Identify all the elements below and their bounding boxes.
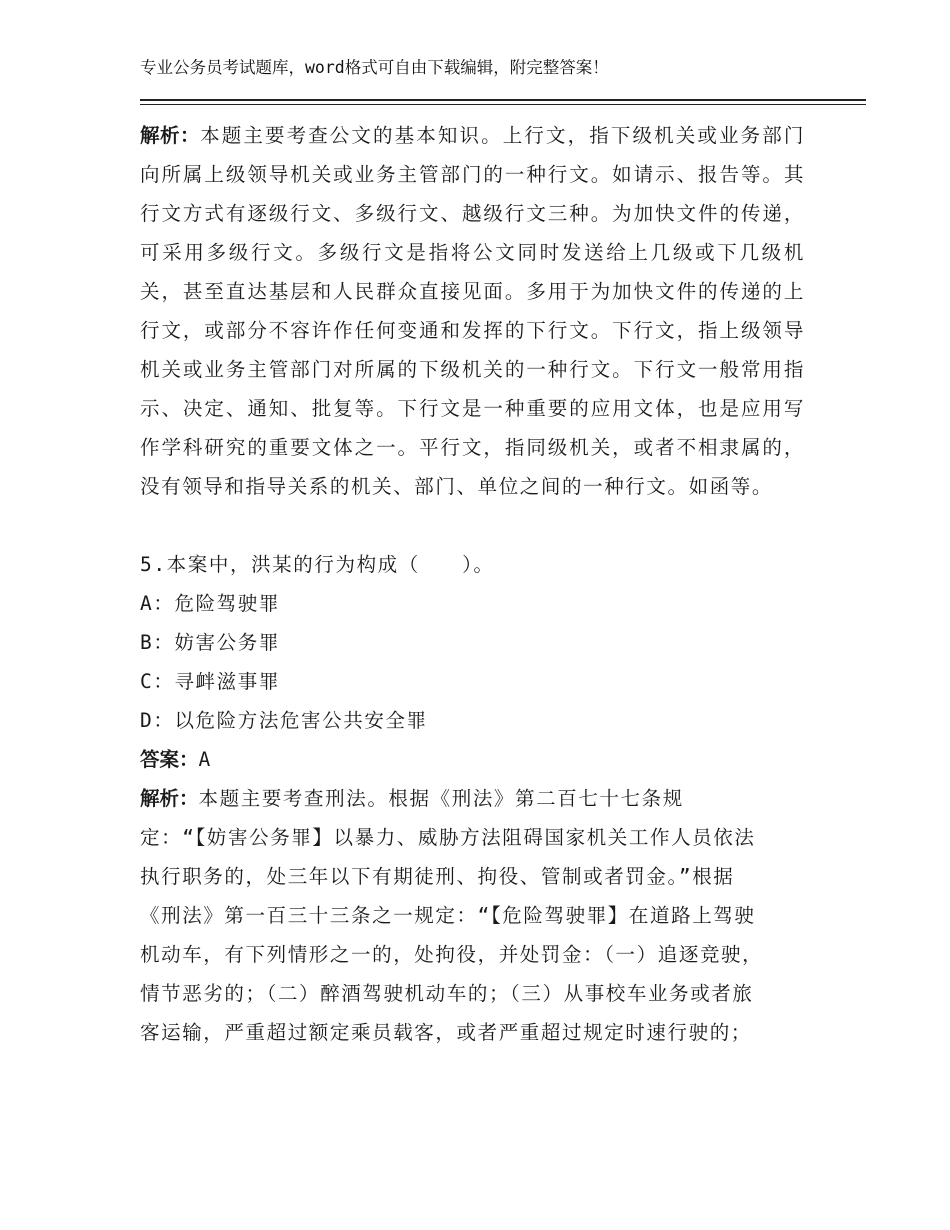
document-body bbox=[140, 116, 805, 1052]
analysis-label: 解析： bbox=[140, 124, 201, 147]
analysis-line-2: 定：“【妨害公务罪】以暴力、威胁方法阻碍国家机关工作人员依法 bbox=[140, 826, 756, 849]
analysis-line-1 bbox=[140, 779, 805, 818]
analysis-line-5: 机动车，有下列情形之一的，处拘役，并处罚金：（一）追逐竞驶， bbox=[140, 943, 764, 966]
question-stem: 5.本案中，洪某的行为构成（ ）。 bbox=[140, 553, 495, 576]
analysis-text-1: 本题主要考查刑法。根据《刑法》第二百七十七条规 bbox=[198, 787, 684, 810]
analysis-line-6: 情节恶劣的；（二）醉酒驾驶机动车的；（三）从事校车业务或者旅 bbox=[140, 982, 754, 1005]
page-header: 专业公务员考试题库，word格式可自由下载编辑，附完整答案！ bbox=[140, 58, 609, 77]
option-b: B：妨害公务罪 bbox=[140, 631, 280, 654]
analysis-text: 本题主要考查公文的基本知识。上行文，指下级机关或业务部门向所属上级领导机关或业务主管部门的一种行文。如请示、报告等。其行文方式有逐级行文、多级行文、越级行文三种。为加快文件的传递，可采用多级行文。多级行文是指将公文同时发送给上几级或下几级机关，甚至直达基层和人民群众直接见面。多用于为加快文件的传递的上行文，或部分不容许作任何变通和发挥的下行文。下行文，指上级领导机关或业务主管部门对所属的下级机关的一种行文。下行文一般常用指示、决定、通知、批复等。下行文是一种重要的应用文体，也是应用写作学科研究的重要文体之一。平行文，指同级机关，或者不相隶属的，没有领导和指导关系的机关、部门、单位之间的一种行文。如函等。 bbox=[140, 124, 805, 498]
header-rule-thin bbox=[140, 104, 866, 105]
option-c: C：寻衅滋事罪 bbox=[140, 670, 280, 693]
question-analysis-label: 解析： bbox=[140, 787, 199, 810]
analysis-line-3: 执行职务的，处三年以下有期徒刑、拘役、管制或者罚金。”根据 bbox=[140, 865, 735, 888]
previous-analysis-paragraph bbox=[140, 116, 805, 506]
answer-line bbox=[140, 740, 805, 779]
analysis-line-4: 《刑法》第一百三十三条之一规定：“【危险驾驶罪】在道路上驾驶 bbox=[140, 904, 756, 927]
header-rule-thick bbox=[140, 99, 866, 101]
section-gap bbox=[140, 506, 805, 545]
answer-label: 答案： bbox=[140, 748, 199, 771]
option-d: D：以危险方法危害公共安全罪 bbox=[140, 709, 428, 732]
option-a: A：危险驾驶罪 bbox=[140, 592, 280, 615]
answer-value: A bbox=[198, 748, 212, 771]
analysis-line-7: 客运输，严重超过额定乘员载客，或者严重超过规定时速行驶的； bbox=[140, 1021, 752, 1044]
